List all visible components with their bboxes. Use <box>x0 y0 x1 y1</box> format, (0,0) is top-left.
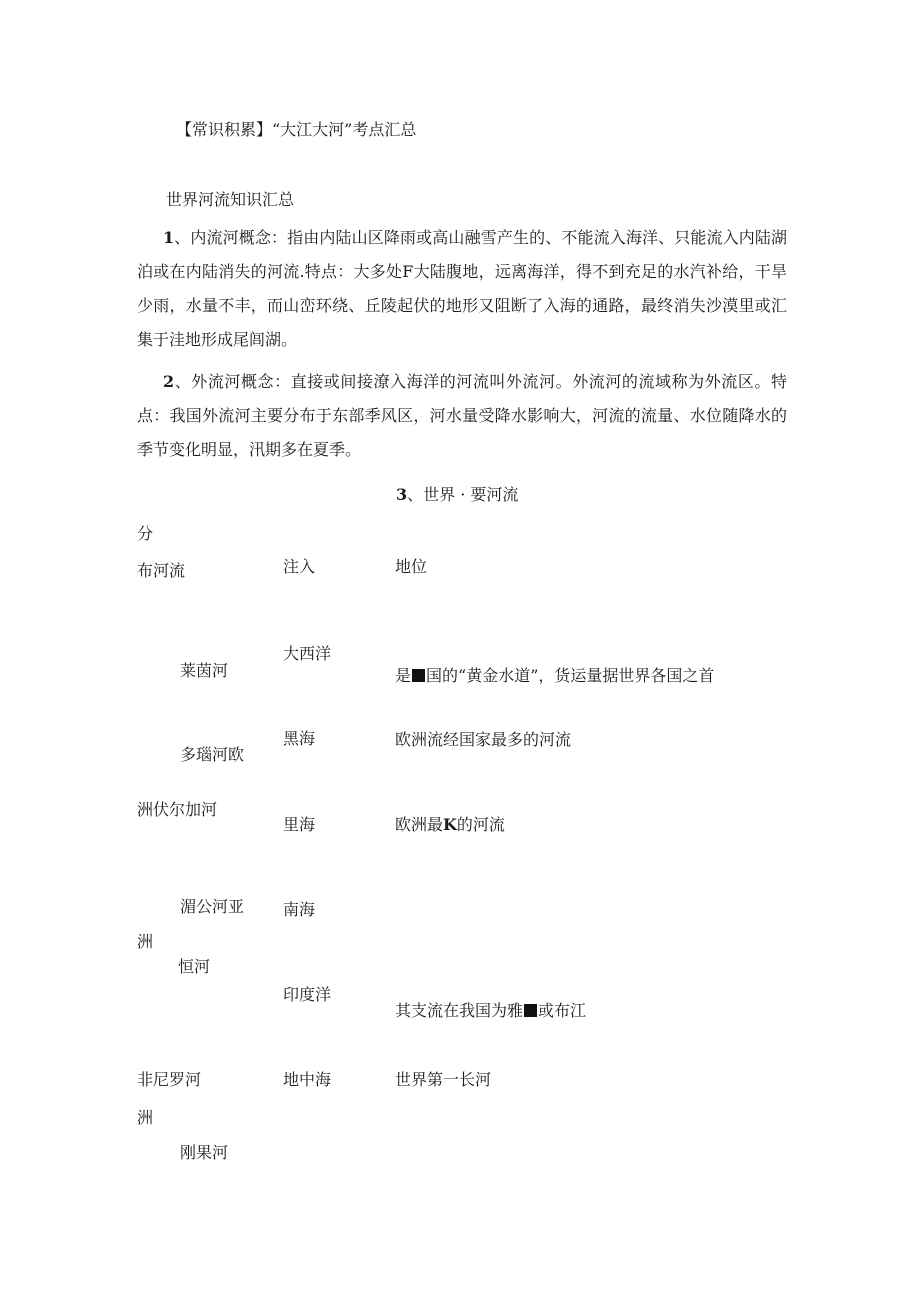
status-text-part: 国的“黄金水道”，货运量据世界各国之首 <box>426 666 715 685</box>
river-status: 欧洲流经国家最多的河流 <box>395 730 572 749</box>
status-text-part: 是 <box>395 666 412 685</box>
river-name: 刚果河 <box>180 1143 229 1162</box>
header-distribution-line2: 布河流 <box>137 561 186 580</box>
status-text-part: 其支流在我国为雅 <box>395 1001 524 1020</box>
table-title-number: 3 <box>396 485 408 504</box>
header-flows-into: 注入 <box>283 557 316 576</box>
river-name: 洲伏尔加河 <box>137 800 218 819</box>
river-status: 世界第一长河 <box>395 1070 492 1089</box>
paragraph-text: 、内流河概念：指由内陆山区降雨或高山融雪产生的、不能流入海洋、只能流入内陆湖泊或在内陆消失的河流.特点：大多处F大陆腹地，远离海洋，得不到充足的水汽补给，干旱少雨，水量不丰，而山峦环绕、丘陵起伏的地形又阻断了入海的通路，最终消失沙漠里或汇集于洼地形成尾闾湖。 <box>137 228 787 349</box>
river-outlet: 地中海 <box>283 1070 332 1089</box>
status-text-part: 欧洲最 <box>395 815 444 834</box>
redacted-block-icon <box>524 1004 537 1017</box>
paragraph-number: 1 <box>163 228 175 247</box>
header-status: 地位 <box>395 557 428 576</box>
continent-label: 洲 <box>137 1108 154 1127</box>
section-subheading: 世界河流知识汇总 <box>166 190 295 209</box>
river-name: 恒河 <box>178 957 211 976</box>
page-heading: 【常识积累】“大江大河”考点汇总 <box>176 120 417 139</box>
status-text-part: 的河流 <box>456 815 505 834</box>
status-text-part: 或布江 <box>538 1001 587 1020</box>
river-name: 湄公河亚 <box>180 897 245 916</box>
river-name: 非尼罗河 <box>137 1070 202 1089</box>
table-title <box>396 485 518 505</box>
header-distribution-line1: 分 <box>137 524 154 543</box>
redacted-block-icon <box>412 669 425 682</box>
paragraph-number: 2 <box>163 372 175 391</box>
status-text-part: K <box>443 815 457 834</box>
river-status <box>395 815 505 835</box>
paragraph-inland-river <box>137 221 787 357</box>
table-title-text: 、世界 · 要河流 <box>407 485 519 504</box>
river-outlet: 印度洋 <box>283 985 332 1004</box>
river-status <box>395 1001 586 1021</box>
river-status <box>395 666 714 686</box>
river-outlet: 大西洋 <box>283 644 332 663</box>
paragraph-outflow-river <box>137 365 787 467</box>
river-name: 多瑙河欧 <box>180 745 245 764</box>
river-outlet: 南海 <box>283 900 316 919</box>
river-outlet: 黑海 <box>283 729 316 748</box>
river-name: 莱茵河 <box>180 661 229 680</box>
paragraph-text: 、外流河概念：直接或间接潦入海洋的河流叫外流河。外流河的流域称为外流区。特点：我国外流河主要分布于东部季风区，河水量受降水影响大，河流的流量、水位随降水的季节变化明显，汛期多在夏季。 <box>137 372 787 459</box>
continent-label: 洲 <box>137 932 154 951</box>
river-outlet: 里海 <box>283 815 316 834</box>
